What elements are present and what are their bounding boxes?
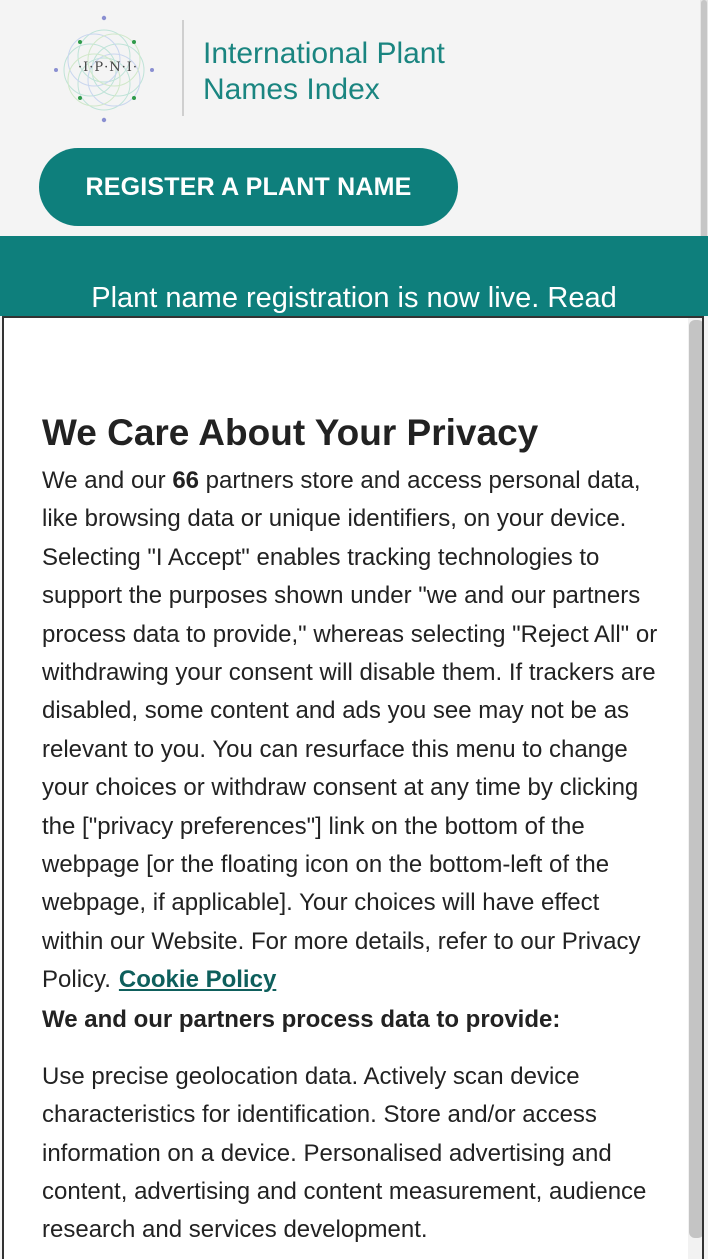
privacy-consent-dialog [2, 316, 704, 1259]
description-intro: We and our [42, 467, 173, 494]
announcement-banner [0, 236, 708, 316]
purposes-heading: We and our partners process data to provide: [42, 1005, 561, 1033]
dialog-scrollbar-thumb[interactable] [689, 320, 704, 1238]
logo-text: ·I·P·N·I· [77, 60, 139, 75]
site-title-line-2: Names Index [203, 73, 380, 106]
partner-count: 66 [172, 467, 200, 494]
dialog-scrollbar[interactable] [688, 318, 704, 1259]
privacy-dialog-description [42, 462, 662, 1000]
logo-divider [182, 20, 184, 116]
page-scrollbar[interactable] [700, 0, 708, 248]
purposes-list-text: Use precise geolocation data. Actively scan device characteristics for identification. Store and/or access information on a device. Personalised advertising and content, advertising and content measurement, audience research and services development. [42, 1062, 647, 1244]
site-title-line-1: International Plant [203, 37, 445, 70]
register-plant-name-button[interactable]: REGISTER A PLANT NAME [39, 148, 458, 226]
page-scrollbar-thumb[interactable] [701, 0, 707, 248]
privacy-dialog-content [42, 410, 662, 1250]
cookie-policy-link[interactable]: Cookie Policy [118, 966, 277, 994]
privacy-dialog-title: We Care About Your Privacy [42, 412, 539, 453]
site-header [0, 0, 700, 236]
site-title[interactable] [203, 36, 445, 108]
banner-text[interactable]: Plant name registration is now live. Read [91, 282, 617, 314]
description-main: partners store and access personal data, like browsing data or unique identifiers, on your device. Selecting "I Accept" enables tracking technologies to support the purposes shown under "we and our partners process data to provide," whereas selecting "Reject All" or withdrawing your consent will disable them. If trackers are disabled, some content and ads you see may not be as relevant to you. You can resurface this menu to change your choices or withdraw consent at any time by clicking the ["privacy preferences"] link on the bottom of the webpage [or the floating icon on the bottom-left of the webpage, if applicable]. Your choices will have effect within our Website. For more details, refer to our Privacy Policy. [42, 467, 658, 994]
